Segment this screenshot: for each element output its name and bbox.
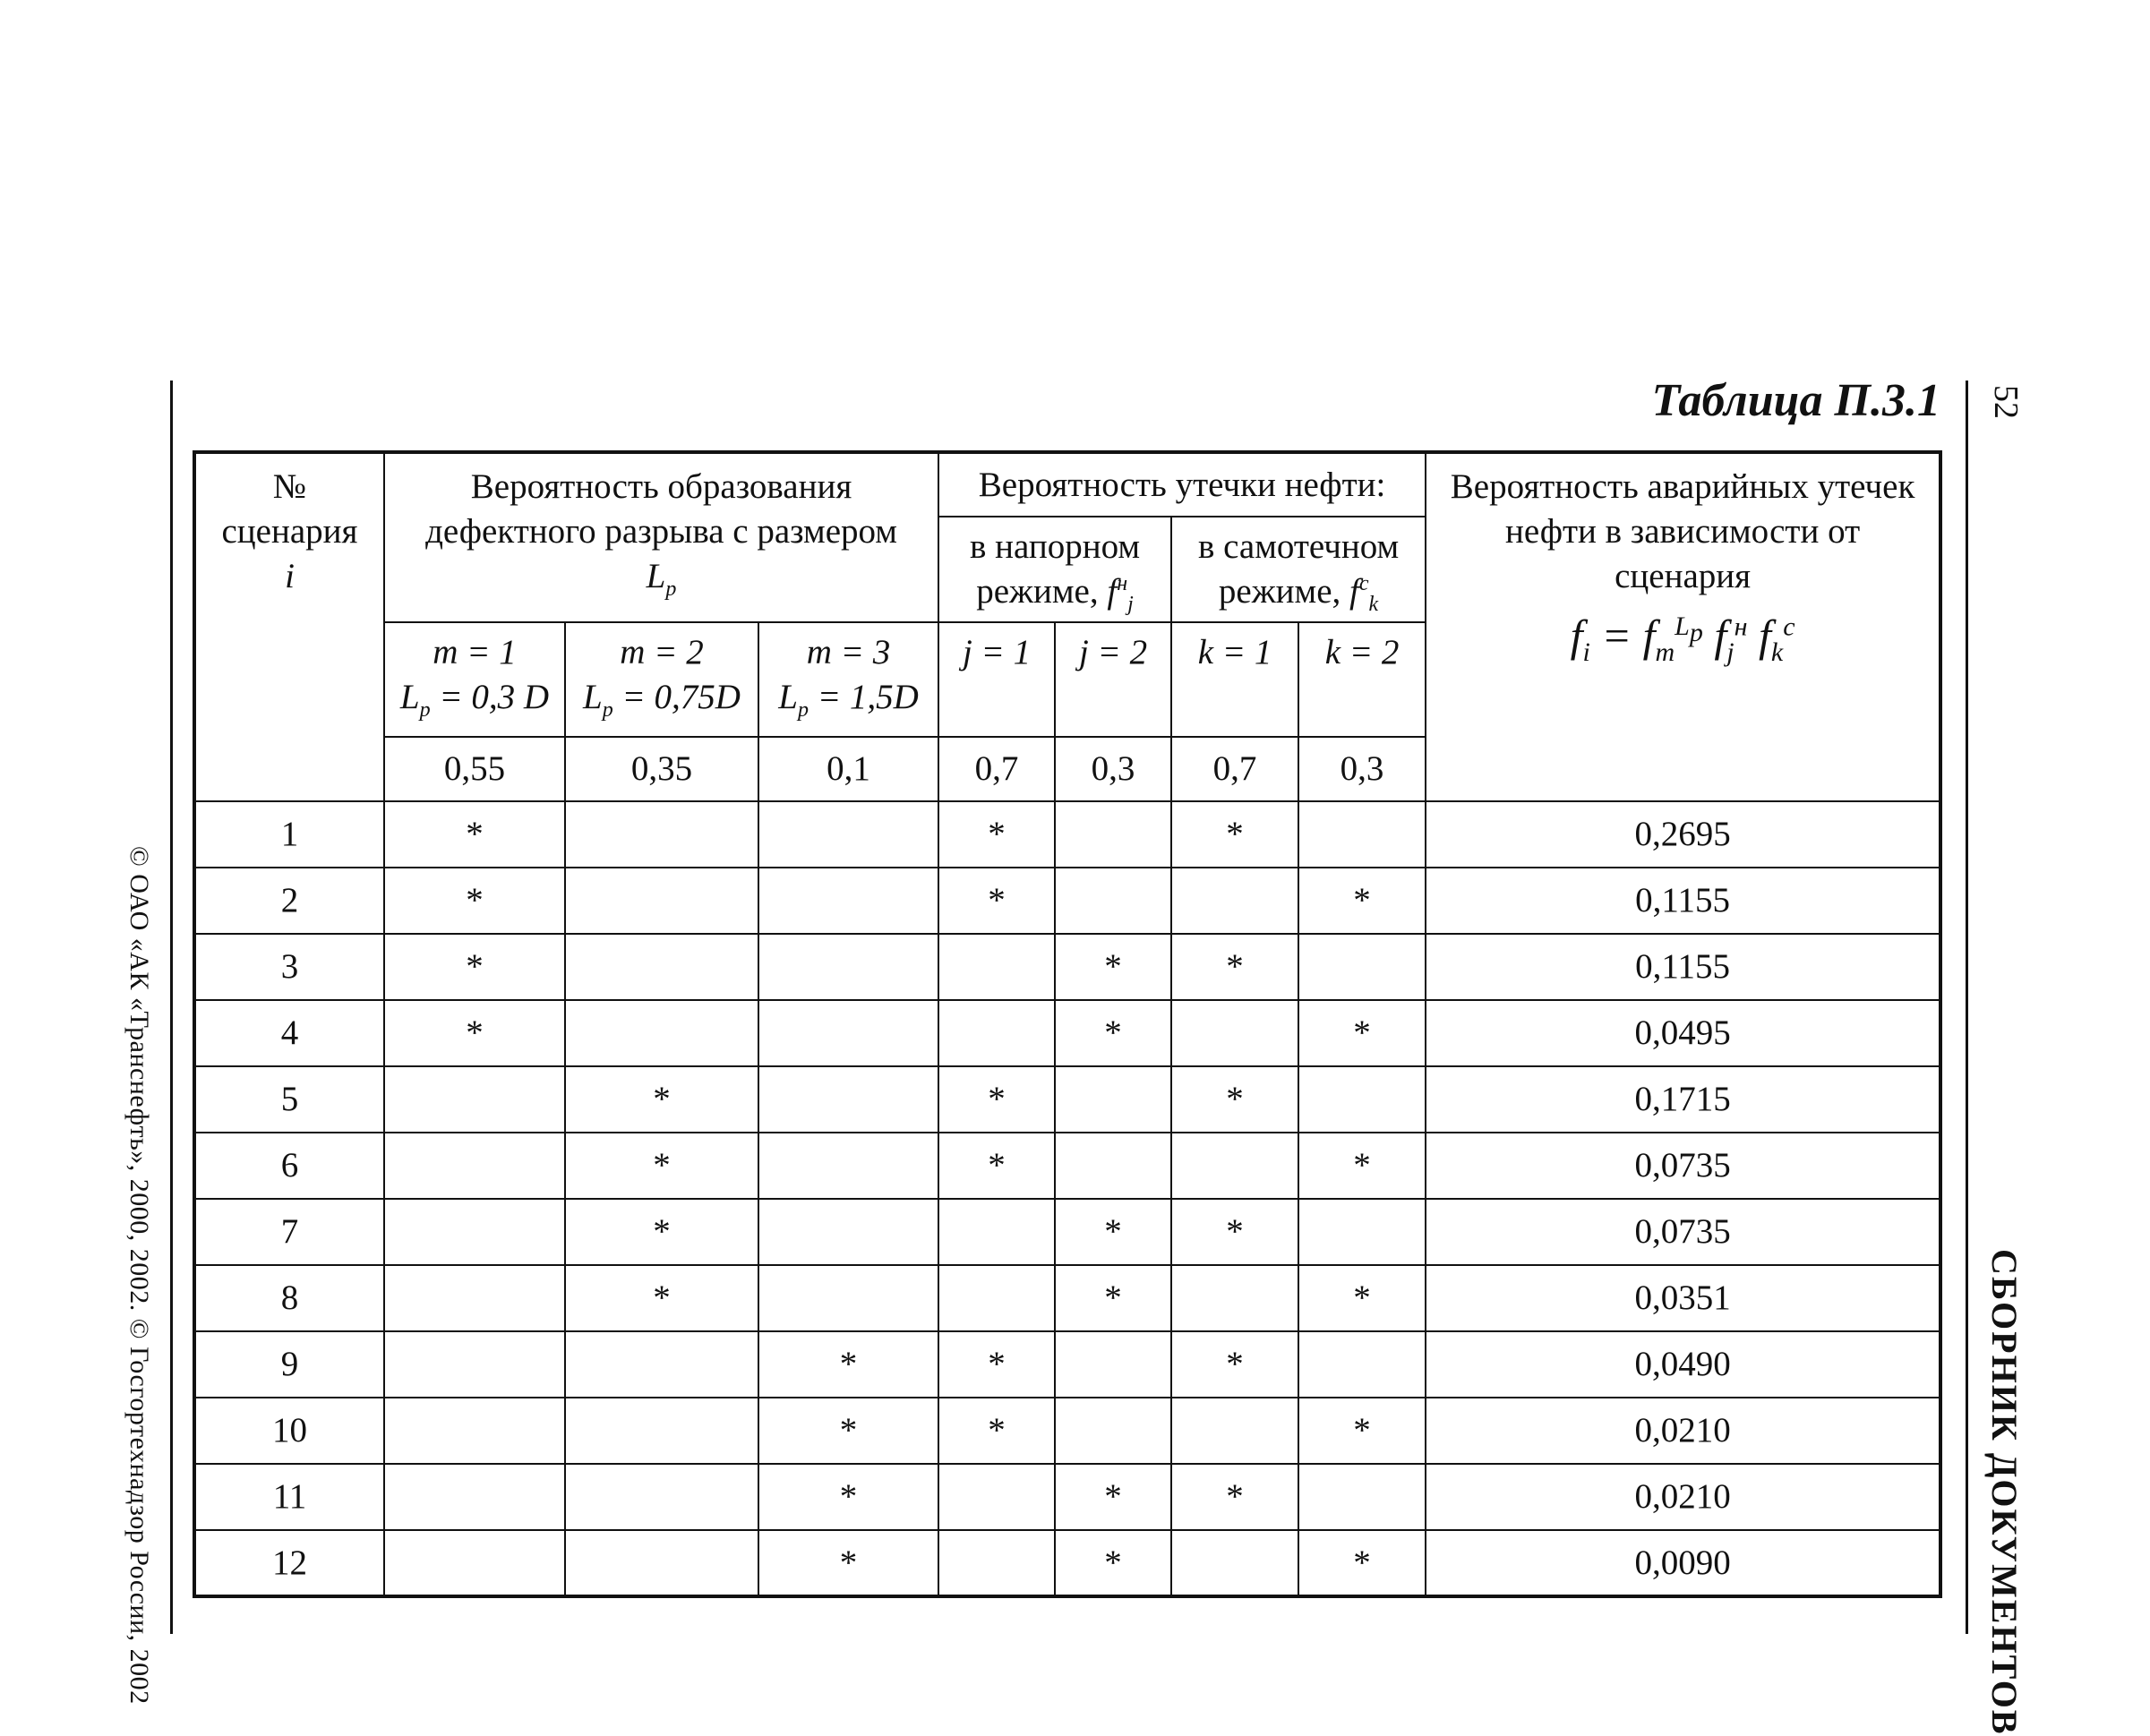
table-row — [194, 1000, 1940, 1066]
mark-cell — [384, 1530, 565, 1596]
accident-probability-cell: 0,1715 — [1426, 1066, 1940, 1133]
mark-cell: * — [1298, 868, 1426, 934]
mark-cell — [565, 1464, 758, 1530]
mark-cell: * — [1055, 1265, 1171, 1331]
table-row — [194, 868, 1940, 934]
probability-cell: 0,1 — [758, 737, 938, 801]
mark-cell: * — [758, 1464, 938, 1530]
accident-probability-cell: 0,1155 — [1426, 868, 1940, 934]
accident-probability-cell: 0,0210 — [1426, 1398, 1940, 1464]
mark-cell — [565, 1530, 758, 1596]
subheader-cell — [1171, 622, 1298, 737]
mark-cell — [565, 1398, 758, 1464]
mark-cell — [384, 1133, 565, 1199]
header-gravity-mode — [1171, 517, 1426, 622]
accident-probability-cell: 0,1155 — [1426, 934, 1940, 1000]
accident-formula: $f_i = f_m^{L_p}$ $f_j^н$ $f_k^с$ — [1570, 611, 1795, 667]
mark-cell: * — [1055, 1530, 1171, 1596]
scenario-number-cell: 5 — [194, 1066, 384, 1133]
mark-cell — [384, 1398, 565, 1464]
mark-cell — [384, 1199, 565, 1265]
scenario-number-cell: 3 — [194, 934, 384, 1000]
mark-cell — [1171, 1398, 1298, 1464]
mark-cell — [1298, 1199, 1426, 1265]
accident-probability-cell: 0,0495 — [1426, 1000, 1940, 1066]
table-row — [194, 1133, 1940, 1199]
accident-probability-cell: 0,0351 — [1426, 1265, 1940, 1331]
mark-cell — [938, 1530, 1055, 1596]
mark-cell: * — [1171, 1066, 1298, 1133]
header-defect-symbol: $L_p$ — [646, 557, 677, 601]
subheader-index: j = 2 — [1078, 633, 1148, 671]
mark-cell: * — [384, 1000, 565, 1066]
mark-cell: * — [758, 1398, 938, 1464]
mark-cell — [938, 1464, 1055, 1530]
table-row — [194, 1398, 1940, 1464]
mark-cell — [758, 1000, 938, 1066]
mark-cell — [1298, 1066, 1426, 1133]
mark-cell: * — [1055, 1464, 1171, 1530]
scenario-number-cell: 7 — [194, 1199, 384, 1265]
mark-cell: * — [938, 1066, 1055, 1133]
mark-cell — [1171, 1265, 1298, 1331]
accident-probability-cell: 0,0735 — [1426, 1133, 1940, 1199]
mark-cell: * — [1055, 934, 1171, 1000]
mark-cell — [565, 934, 758, 1000]
mark-cell: * — [1055, 1000, 1171, 1066]
mark-cell — [938, 1265, 1055, 1331]
mark-cell: * — [938, 868, 1055, 934]
subheader-size: $L_p = 0,75D$ — [583, 678, 741, 722]
mark-cell — [938, 934, 1055, 1000]
mark-cell — [758, 1066, 938, 1133]
table-row — [194, 1530, 1940, 1596]
mark-cell — [1298, 934, 1426, 1000]
scenario-number-cell: 6 — [194, 1133, 384, 1199]
mark-cell: * — [1298, 1530, 1426, 1596]
scenario-table — [193, 450, 1942, 1598]
mark-cell — [565, 1000, 758, 1066]
header-scenario-number — [194, 452, 384, 801]
mark-cell: * — [1171, 1199, 1298, 1265]
mark-cell: * — [938, 1331, 1055, 1398]
mark-cell: * — [758, 1530, 938, 1596]
copyright-text: © ОАО «АК «Транснефть», 2000, 2002. © Госгортехнадзор России, 2002 — [124, 846, 154, 1705]
subheader-cell — [384, 622, 565, 737]
header-leak-probability: Вероятность утечки нефти: — [938, 452, 1426, 517]
subheader-index: m = 3 — [806, 633, 891, 671]
scenario-number-cell: 8 — [194, 1265, 384, 1331]
subheader-cell — [938, 622, 1055, 737]
mark-cell: * — [1298, 1398, 1426, 1464]
mark-cell: * — [384, 868, 565, 934]
mark-cell — [758, 1265, 938, 1331]
mark-cell: * — [565, 1133, 758, 1199]
mark-cell — [758, 1133, 938, 1199]
mark-cell — [384, 1464, 565, 1530]
mark-cell: * — [938, 1133, 1055, 1199]
accident-probability-cell: 0,0090 — [1426, 1530, 1940, 1596]
table-row — [194, 1066, 1940, 1133]
probability-cell: 0,3 — [1055, 737, 1171, 801]
mark-cell: * — [938, 1398, 1055, 1464]
header-pressure-text: в напорном режиме, — [970, 527, 1141, 611]
subheader-cell — [565, 622, 758, 737]
header-accident-probability — [1426, 452, 1940, 801]
accident-probability-cell: 0,2695 — [1426, 801, 1940, 868]
header-pressure-symbol: $f^н_j$ — [1107, 572, 1134, 616]
mark-cell — [938, 1199, 1055, 1265]
mark-cell — [565, 801, 758, 868]
mark-cell — [384, 1066, 565, 1133]
header-number-sign: № — [272, 467, 307, 506]
subheader-index: m = 2 — [620, 633, 704, 671]
mark-cell: * — [1298, 1265, 1426, 1331]
probability-cell: 0,7 — [1171, 737, 1298, 801]
mark-cell — [1055, 1133, 1171, 1199]
mark-cell — [1171, 1530, 1298, 1596]
scenario-number-cell: 4 — [194, 1000, 384, 1066]
table-row — [194, 801, 1940, 868]
mark-cell — [758, 868, 938, 934]
mark-cell — [565, 1331, 758, 1398]
mark-cell: * — [1298, 1000, 1426, 1066]
mark-cell: * — [1171, 934, 1298, 1000]
header-scenario-var: i — [285, 557, 295, 595]
mark-cell — [1055, 1066, 1171, 1133]
page-number-text: 52 — [1987, 385, 2025, 419]
probability-cell: 0,3 — [1298, 737, 1426, 801]
table-row — [194, 1265, 1940, 1331]
mark-cell: * — [565, 1265, 758, 1331]
accident-probability-cell: 0,0735 — [1426, 1199, 1940, 1265]
mark-cell: * — [938, 801, 1055, 868]
header-scenario-word: сценария — [221, 512, 358, 551]
subheader-index: k = 2 — [1324, 633, 1400, 671]
scenario-number-cell: 12 — [194, 1530, 384, 1596]
mark-cell: * — [1171, 801, 1298, 868]
mark-cell — [384, 1265, 565, 1331]
probability-cell: 0,55 — [384, 737, 565, 801]
mark-cell — [758, 801, 938, 868]
mark-cell — [938, 1000, 1055, 1066]
subheader-size: $L_p = 1,5D$ — [778, 678, 919, 722]
subheader-cell — [758, 622, 938, 737]
mark-cell — [1055, 1331, 1171, 1398]
scenario-number-cell: 11 — [194, 1464, 384, 1530]
header-pressure-mode — [938, 517, 1171, 622]
mark-cell: * — [1171, 1464, 1298, 1530]
scenario-number-cell: 2 — [194, 868, 384, 934]
mark-cell: * — [758, 1331, 938, 1398]
right-margin-rule — [1966, 381, 1968, 1634]
mark-cell: * — [565, 1199, 758, 1265]
mark-cell — [384, 1331, 565, 1398]
mark-cell — [1298, 1464, 1426, 1530]
subheader-index: j = 1 — [962, 633, 1032, 671]
scenario-number-cell: 10 — [194, 1398, 384, 1464]
scenario-number-cell: 9 — [194, 1331, 384, 1398]
probability-cell: 0,7 — [938, 737, 1055, 801]
table-row — [194, 1464, 1940, 1530]
mark-cell: * — [1055, 1199, 1171, 1265]
mark-cell: * — [565, 1066, 758, 1133]
mark-cell — [565, 868, 758, 934]
left-margin-rule — [170, 381, 173, 1634]
mark-cell — [758, 1199, 938, 1265]
mark-cell: * — [1298, 1133, 1426, 1199]
header-defect-probability — [384, 452, 938, 622]
scenario-number-cell: 1 — [194, 801, 384, 868]
collection-title-text: СБОРНИК ДОКУМЕНТОВ — [1984, 1249, 2025, 1736]
mark-cell — [1171, 1000, 1298, 1066]
probability-cell: 0,35 — [565, 737, 758, 801]
mark-cell: * — [384, 801, 565, 868]
table-title: Таблица П.3.1 — [1651, 375, 1940, 426]
mark-cell — [1055, 1398, 1171, 1464]
mark-cell — [1055, 868, 1171, 934]
subheader-cell — [1055, 622, 1171, 737]
accident-probability-cell: 0,0490 — [1426, 1331, 1940, 1398]
subheader-index: m = 1 — [433, 633, 517, 671]
mark-cell — [758, 934, 938, 1000]
mark-cell — [1055, 801, 1171, 868]
mark-cell: * — [1171, 1331, 1298, 1398]
header-gravity-symbol: $f^с_k$ — [1349, 572, 1379, 616]
table-row — [194, 934, 1940, 1000]
subheader-size: $L_p = 0,3$ D — [399, 678, 550, 722]
header-defect-text: Вероятность образования дефектного разрыва с размером — [425, 467, 897, 551]
accident-probability-cell: 0,0210 — [1426, 1464, 1940, 1530]
mark-cell: * — [384, 934, 565, 1000]
header-gravity-text: в самотечном режиме, — [1197, 527, 1400, 611]
table-row — [194, 1331, 1940, 1398]
mark-cell — [1298, 1331, 1426, 1398]
mark-cell — [1171, 1133, 1298, 1199]
subheader-cell — [1298, 622, 1426, 737]
mark-cell — [1298, 801, 1426, 868]
mark-cell — [1171, 868, 1298, 934]
subheader-index: k = 1 — [1197, 633, 1272, 671]
table-row — [194, 1199, 1940, 1265]
header-accident-text: Вероятность аварийных утечек нефти в зависимости от сценария — [1450, 467, 1915, 595]
